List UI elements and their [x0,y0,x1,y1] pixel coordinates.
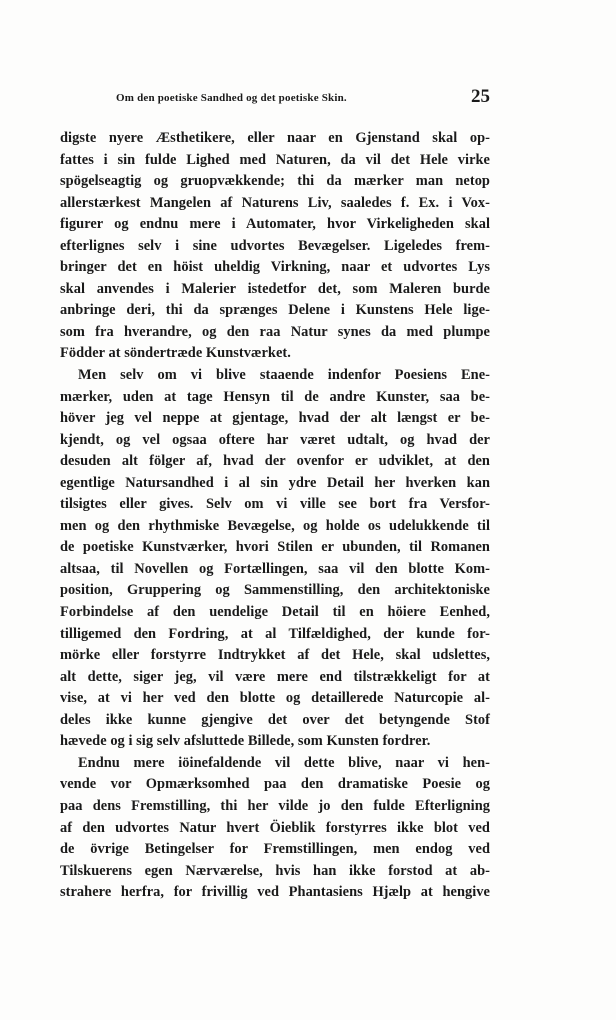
text-line: kjendt, og vel ogsaa oftere har været udtalt, og hvad der [60,431,490,448]
text-line: strahere herfra, for frivillig ved Phantasiens Hjælp at hengive [60,884,490,901]
text-line: de övrige Betingelser for Fremstillingen, men endog ved [60,841,490,858]
text-line: alt dette, siger jeg, vil være mere end tilstrækkeligt for at [60,668,490,685]
text-line: vende vor Opmærksomhed paa den dramatiske Poesie og [60,776,490,793]
text-line: paa dens Fremstilling, thi her vilde jo den fulde Efterligning [60,797,490,814]
text-line: figurer og endnu mere i Automater, hvor Virkeligheden skal [60,216,490,233]
text-line: tilligemed den Fordring, at al Tilfældighed, der kunde for- [60,625,490,642]
text-line: tilsigtes eller gives. Selv om vi ville see bort fra Versfor- [60,496,490,513]
paragraph-first-line: Men selv om vi blive staaende indenfor Poesiens Ene- [78,367,490,384]
text-line: bringer det en höist uheldig Virkning, naar et udvortes Lys [60,259,490,276]
text-line: spögelseagtig og gruopvækkende; thi da mærker man netop [60,173,490,190]
text-line: deles ikke kunne gjengive det over det betyngende Stof [60,711,490,728]
text-line: position, Gruppering og Sammenstilling, den architektoniske [60,582,490,599]
text-line: digste nyere Æsthetikere, eller naar en Gjenstand skal op- [60,130,490,146]
text-line: mörke eller forstyrre Indtrykket af det Hele, skal udslettes, [60,647,490,664]
text-line: vise, at vi her ved den blotte og detaillerede Naturcopie al- [60,690,490,707]
text-line: Födder at söndertræde Kunstværket. [60,345,291,362]
text-line: de poetiske Kunstværker, hvori Stilen er ubunden, til Romanen [60,539,490,556]
page-header [60,86,490,110]
text-line: desuden alt fölger af, hvad der ovenfor er udviklet, at den [60,453,490,470]
text-line: höver jeg vel neppe at gjentage, hvad der alt længst er be- [60,410,490,427]
page-number: 25 [471,86,490,107]
text-line: skal anvendes i Malerier istedetfor det, som Maleren burde [60,280,490,297]
body-text [60,128,490,904]
paragraph-first-line: Endnu mere iöinefaldende vil dette blive, naar vi hen- [78,754,490,771]
text-line: egentlige Natursandhed i al sin ydre Detail her hverken kan [60,474,490,491]
running-head: Om den poetiske Sandhed og det poetiske Skin. [116,92,347,104]
text-line: men og den rhythmiske Bevægelse, og holde os udelukkende til [60,517,490,534]
text-line: mærker, uden at tage Hensyn til de andre Kunster, saa be- [60,388,490,405]
text-line: Forbindelse af den uendelige Detail til en höiere Eenhed, [60,604,490,621]
text-line: anbringe deri, thi da sprænges Delene i Kunstens Hele lige- [60,302,490,319]
text-line: som fra hverandre, og den raa Natur synes da med plumpe [60,323,490,340]
text-line: efterlignes selv i sine udvortes Bevægelser. Ligeledes frem- [60,237,490,254]
text-line: altsaa, til Novellen og Fortællingen, saa vil den blotte Kom- [60,560,490,577]
text-line: hævede og i sig selv afsluttede Billede, som Kunsten fordrer. [60,733,431,750]
text-line: Tilskuerens egen Nærværelse, hvis han ikke forstod at ab- [60,862,490,879]
text-line: fattes i sin fulde Lighed med Naturen, da vil det Hele virke [60,151,490,168]
text-line: allerstærkest Mangelen af Naturens Liv, saaledes f. Ex. i Vox- [60,194,490,211]
text-line: af den udvortes Natur hvert Öieblik forstyrres ikke blot ved [60,819,490,836]
